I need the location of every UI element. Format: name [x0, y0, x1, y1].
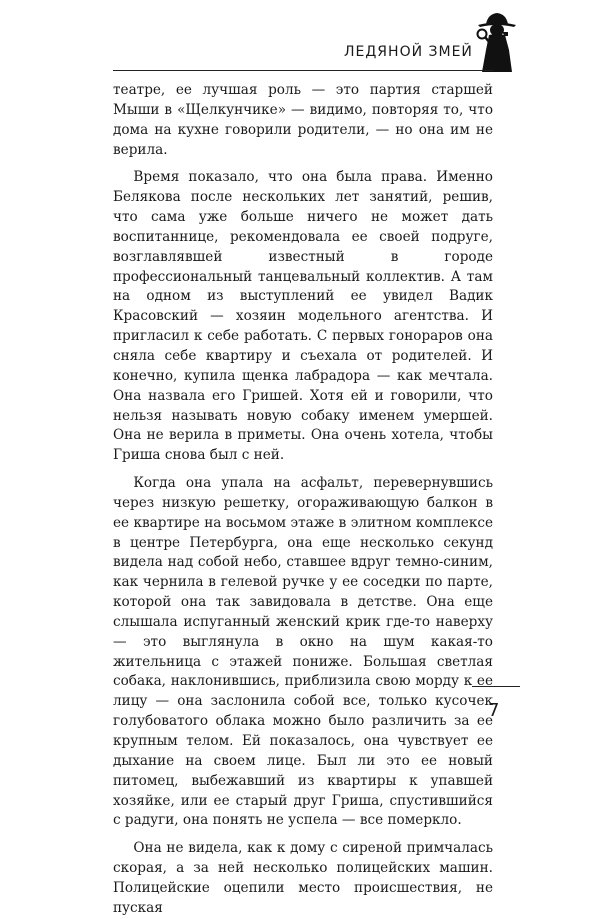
paragraph: Когда она упала на асфальт, перевернувшись через низкую решетку, огораживающую балкон в ее квартире на восьмом этаже в элитном комплексе в центре Петербурга, она еще несколько секунд видела над собой небо, ставшее вдруг темно-синим, как чернила в гелевой ручке у ее соседки по парте, которой она так завидовала в детстве. Она еще слышала испуганный женский крик где-то наверху — это выглянула в окно на шум какая-то жительница с этажей пониже. Большая светлая собака, наклонившись, приблизила свою морду к ее лицу — она заслонила собой все, только кусочек голубоватого облака можно было различить за ее крупным телом. Ей показалось, она чувствует ее дыхание на своем лице. Был ли это ее новый питомец, выбежавший из квартиры к упавшей хозяйке, или ее старый друг Гриша, спустившийся с радуги, она понять не успела — все померкло. — [113, 475, 493, 829]
paragraph: Она не видела, как к дому с сиреной примчалась скорая, а за ней несколько полицейских машин. Полицейские оцепили место происшествия, не пуская — [113, 840, 493, 916]
detective-silhouette-icon — [474, 10, 520, 74]
paragraph: Время показало, что она была права. Именно Белякова после нескольких лет занятий, решив, что сама уже больше ничего не может дать воспитаннице, рекомендовала ее своей подруге, возглавлявшей известный в городе профессиональный танцевальный коллектив. А там на одном из выступлений ее увидел Вадик Красовский — хозяин модельного агентства. И пригласил к себе работать. С первых гонораров она сняла себе квартиру и съехала от родителей. И конечно, купила щенка лабрадора — как мечтала. Она назвала его Гришей. Хотя ей и говорили, что нельзя называть новую собаку именем умершей. Она не верила в приметы. Она очень хотела, чтобы Гриша снова был с ней. — [113, 169, 493, 464]
paragraph: театре, ее лучшая роль — это партия старшей Мыши в «Щелкунчике» — видимо, повторяя то, что дома на кухне говорили родители, — но она им не верила. — [113, 82, 493, 158]
header-rule — [113, 70, 493, 71]
footer-rule — [472, 686, 520, 687]
page-number: 7 — [488, 700, 500, 721]
body-text — [113, 81, 493, 919]
running-header-title: ЛЕДЯНОЙ ЗМЕЙ — [344, 44, 473, 60]
